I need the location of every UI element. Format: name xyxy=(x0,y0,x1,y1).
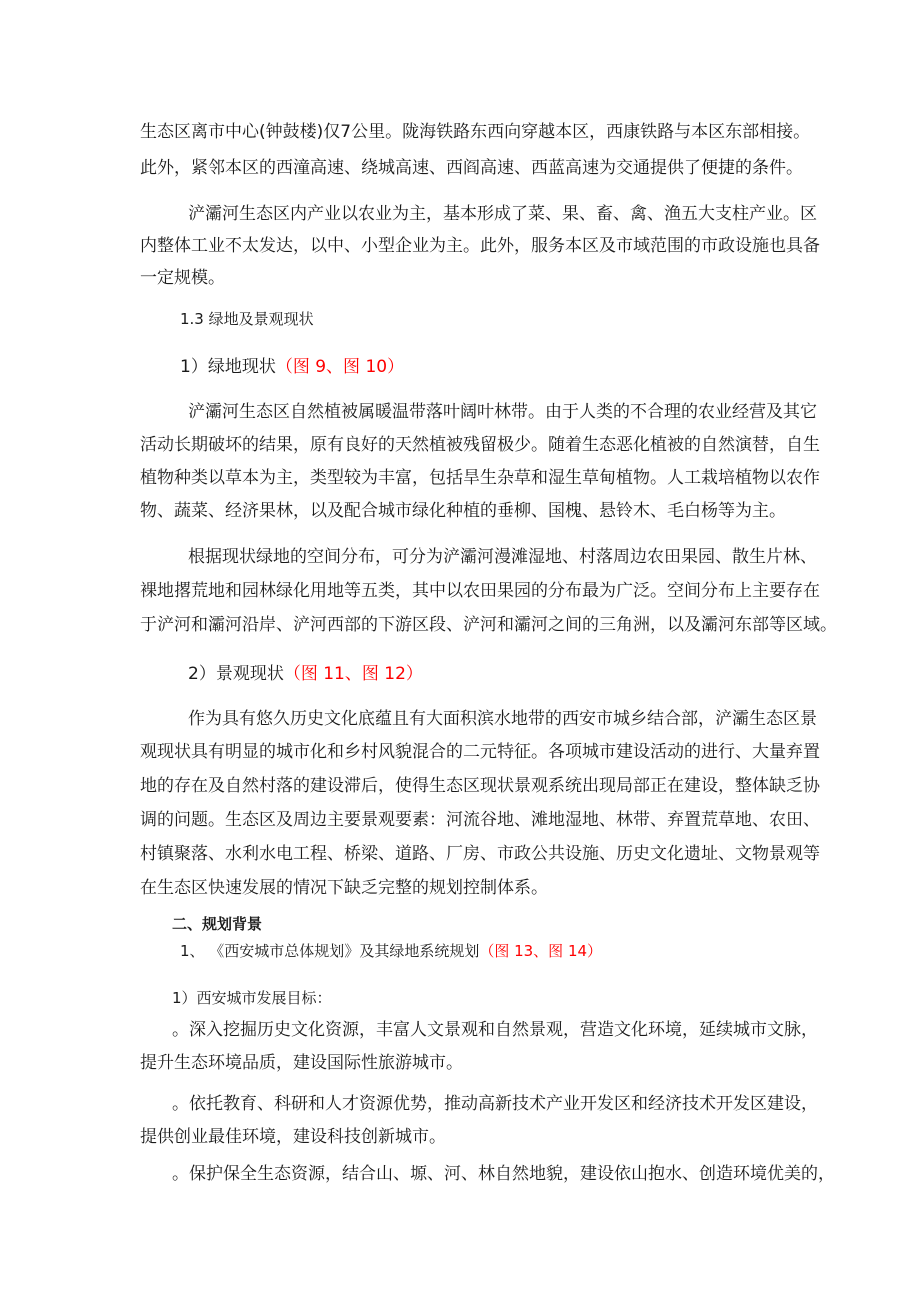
figure-reference: （图 13、图 14） xyxy=(479,942,603,960)
paragraph-line: 裸地撂荒地和园林绿化用地等五类，其中以农田果园的分布最为广泛。空间分布上主要存在 xyxy=(140,581,820,601)
paragraph-line: 地的存在及自然村落的建设滞后，使得生态区现状景观系统出现局部正在建设，整体缺乏协 xyxy=(140,776,820,796)
paragraph-line: 植物种类以草本为主，类型较为丰富，包括旱生杂草和湿生草甸植物。人工栽培植物以农作 xyxy=(140,468,820,488)
paragraph-line: 内整体工业不太发达，以中、小型企业为主。此外，服务本区及市域范围的市政设施也具备 xyxy=(140,236,820,256)
heading-label: 2）景观现状 xyxy=(188,664,284,684)
subsection-heading: 1.3 绿地及景观现状 xyxy=(180,310,314,328)
heading-label: 1、 《西安城市总体规划》及其绿地系统规划 xyxy=(180,942,480,960)
figure-reference: （图 11、图 12） xyxy=(283,664,423,684)
paragraph-line: 浐灞河生态区自然植被属暖温带落叶阔叶林带。由于人类的不合理的农业经营及其它 xyxy=(188,402,817,422)
paragraph-line: 根据现状绿地的空间分布，可分为浐灞河漫滩湿地、村落周边农田果园、散生片林、 xyxy=(188,547,817,567)
paragraph-line: 一定规模。 xyxy=(140,268,225,288)
figure-reference: （图 9、图 10） xyxy=(275,357,405,377)
subsection-heading-plan xyxy=(180,940,602,962)
bullet-line: 提升生态环境品质，建设国际性旅游城市。 xyxy=(140,1053,463,1073)
paragraph-line: 生态区离市中心(钟鼓楼)仅7公里。陇海铁路东西向穿越本区，西康铁路与本区东部相接。 xyxy=(140,122,811,142)
bullet-line: 。保护保全生态资源，结合山、塬、河、林自然地貌，建设依山抱水、创造环境优美的， xyxy=(172,1164,835,1184)
bullet-line: 提供创业最佳环境，建设科技创新城市。 xyxy=(140,1127,446,1147)
paragraph-line: 于浐河和灞河沿岸、浐河西部的下游区段、浐河和灞河之间的三角洲，以及灞河东部等区域。 xyxy=(140,615,837,635)
paragraph-line: 浐灞河生态区内产业以农业为主，基本形成了菜、果、畜、禽、渔五大支柱产业。区 xyxy=(188,204,817,224)
paragraph-line: 村镇聚落、水利水电工程、桥梁、道路、厂房、市政公共设施、历史文化遗址、文物景观等 xyxy=(140,844,820,864)
bullet-line: 。依托教育、科研和人才资源优势，推动高新技术产业开发区和经济技术开发区建设， xyxy=(172,1094,818,1114)
item-heading-landscape xyxy=(188,663,423,685)
heading-label: 1）绿地现状 xyxy=(180,357,276,377)
paragraph-line: 此外，紧邻本区的西潼高速、绕城高速、西阎高速、西蓝高速为交通提供了便捷的条件。 xyxy=(140,158,803,178)
paragraph-line: 调的问题。生态区及周边主要景观要素：河流谷地、滩地湿地、林带、弃置荒草地、农田、 xyxy=(140,810,820,830)
paragraph-line: 活动长期破坏的结果，原有良好的天然植被残留极少。随着生态恶化植被的自然演替，自生 xyxy=(140,435,820,455)
paragraph-line: 物、蔬菜、经济果林，以及配合城市绿化种植的垂柳、国槐、悬铃木、毛白杨等为主。 xyxy=(140,501,786,521)
section-heading: 二、规划背景 xyxy=(172,915,263,933)
paragraph-line: 观现状具有明显的城市化和乡村风貌混合的二元特征。各项城市建设活动的进行、大量弃置 xyxy=(140,742,820,762)
paragraph-line: 在生态区快速发展的情况下缺乏完整的规划控制体系。 xyxy=(140,878,548,898)
goal-heading: 1）西安城市发展目标： xyxy=(172,989,332,1007)
item-heading-greenland xyxy=(180,356,404,378)
bullet-line: 。深入挖掘历史文化资源，丰富人文景观和自然景观，营造文化环境，延续城市文脉， xyxy=(172,1020,818,1040)
paragraph-line: 作为具有悠久历史文化底蕴且有大面积滨水地带的西安市城乡结合部，浐灞生态区景 xyxy=(188,709,817,729)
